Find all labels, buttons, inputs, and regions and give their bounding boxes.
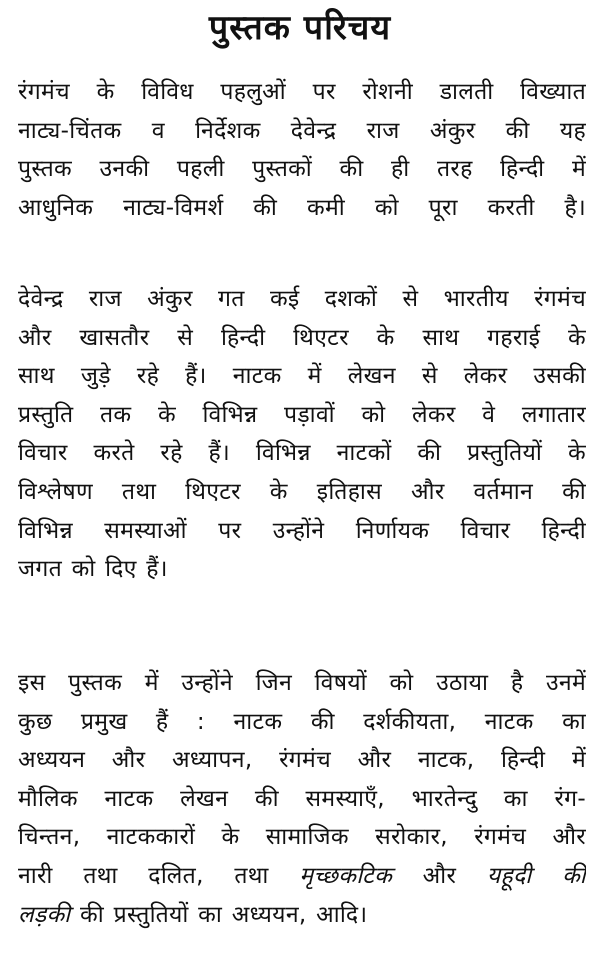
text-line: कुछ प्रमुख हैं : नाटक की दर्शकीयता, नाटक का	[18, 708, 586, 735]
text-line: प्रस्तुति तक के विभिन्न पड़ावों को लेकर वे लगातार	[18, 401, 586, 428]
text-line: विभिन्न समस्याओं पर उन्होंने निर्णायक विचार हिन्दी	[18, 517, 586, 544]
page-title: पुस्तक परिचय	[208, 8, 392, 48]
paragraph-topics	[18, 664, 586, 934]
text-line: देवेन्द्र राज अंकुर गत कई दशकों से भारतीय रंगमंच	[18, 286, 586, 312]
text-line: रंगमंच के विविध पहलुओं पर रोशनी डालती विख्यात	[18, 79, 586, 105]
text-line: नाट्य-चिंतक व निर्देशक देवेन्द्र राज अंकुर की यह	[18, 117, 586, 144]
paragraph-introduction	[18, 73, 586, 227]
text-segment: और	[392, 862, 487, 889]
text-line: अध्ययन और अध्यापन, रंगमंच और नाटक, हिन्दी में	[18, 747, 586, 774]
text-line: जगत को दिए हैं।	[18, 556, 168, 583]
text-segment: की प्रस्तुतियों का अध्ययन, आदि।	[70, 901, 368, 928]
text-line: पुस्तक उनकी पहली पुस्तकों की ही तरह हिन्दी में	[18, 156, 586, 183]
text-line: विचार करते रहे हैं। विभिन्न नाटकों की प्रस्तुतियों के	[18, 440, 586, 467]
text-line: विश्लेषण तथा थिएटर के इतिहास और वर्तमान की	[18, 478, 586, 505]
play-title-mrichchhakatik: मृच्छकटिक	[299, 862, 393, 889]
text-line: और खासतौर से हिन्दी थिएटर के साथ गहराई के	[18, 324, 586, 351]
text-line-with-title	[18, 896, 586, 935]
text-line: साथ जुड़े रहे हैं। नाटक में लेखन से लेकर उसकी	[18, 363, 586, 390]
paragraph-author	[18, 280, 586, 589]
play-title-yahudi-ki-part1: यहूदी की	[486, 862, 586, 889]
text-line-with-titles	[18, 857, 586, 896]
text-line: चिन्तन, नाटककारों के सामाजिक सरोकार, रंगमंच और	[18, 824, 586, 851]
text-line: आधुनिक नाट्य-विमर्श की कमी को पूरा करती है।	[18, 194, 586, 221]
text-segment: नारी तथा दलित, तथा	[18, 862, 300, 889]
text-line: इस पुस्तक में उन्होंने जिन विषयों को उठाया है उनमें	[18, 670, 586, 696]
text-line: मौलिक नाटक लेखन की समस्याएँ, भारतेन्दु का रंग-	[18, 785, 586, 812]
play-title-yahudi-ki-part2: लड़की	[18, 901, 71, 928]
